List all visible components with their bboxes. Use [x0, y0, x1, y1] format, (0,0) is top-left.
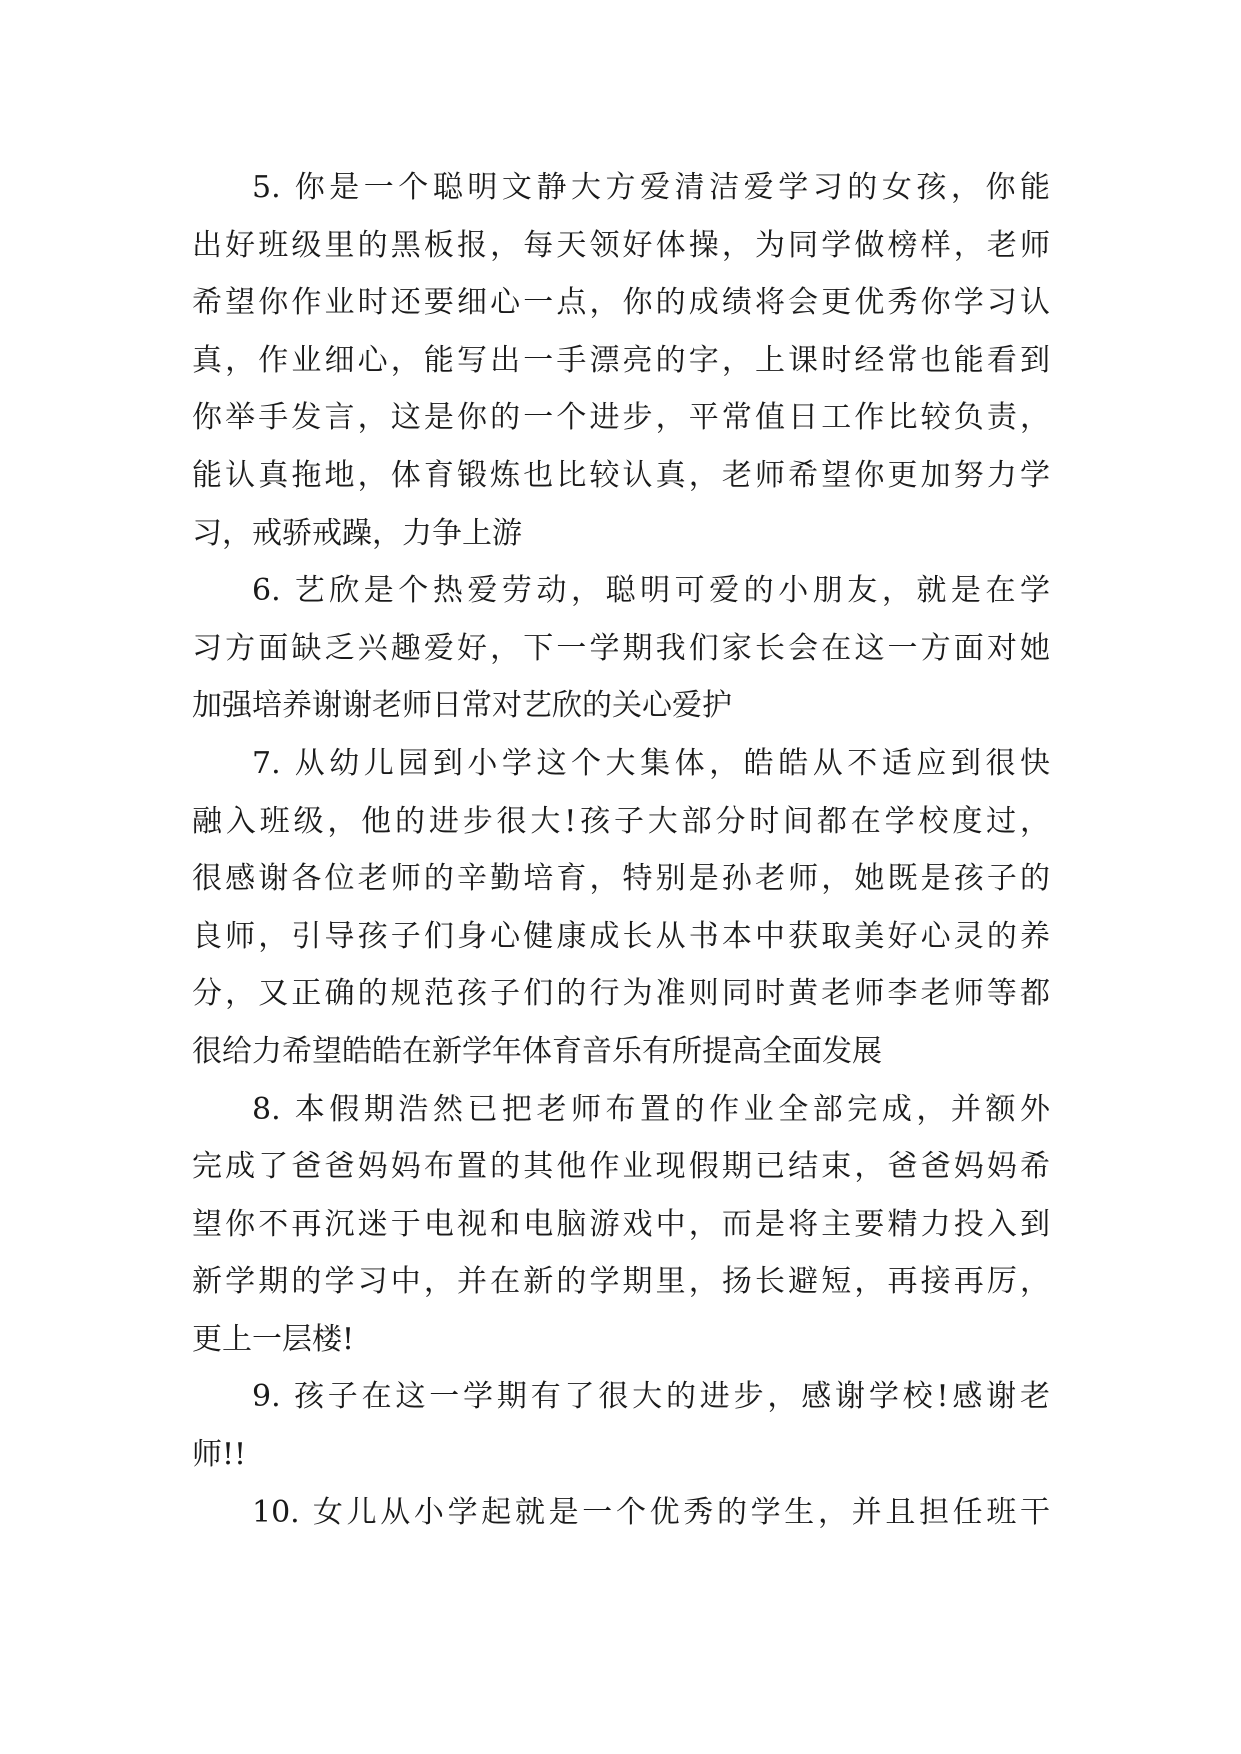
paragraph-line: 希望你作业时还要细心一点，你的成绩将会更优秀你学习认: [192, 285, 1050, 321]
paragraph-6: [192, 562, 1050, 735]
paragraph-line: 你举手发言，这是你的一个进步，平常值日工作比较负责，: [192, 400, 1050, 436]
paragraph-line: 很感谢各位老师的辛勤培育，特别是孙老师，她既是孩子的: [192, 861, 1050, 897]
paragraph-line: 真，作业细心，能写出一手漂亮的字，上课时经常也能看到: [192, 342, 1050, 378]
paragraph-line: 9. 孩子在这一学期有了很大的进步，感谢学校!感谢老: [252, 1379, 1050, 1415]
paragraph-8: [192, 1081, 1050, 1369]
paragraph-line: 良师，引导孩子们身心健康成长从书本中获取美好心灵的养: [192, 918, 1050, 954]
paragraph-line: 6. 艺欣是个热爱劳动，聪明可爱的小朋友，就是在学: [252, 573, 1050, 609]
paragraph-line: 7. 从幼儿园到小学这个大集体，皓皓从不适应到很快: [252, 745, 1050, 781]
paragraph-line: 师!!: [192, 1437, 247, 1473]
paragraph-10: [192, 1484, 1050, 1542]
paragraph-7: [192, 735, 1050, 1081]
paragraph-line: 望你不再沉迷于电视和电脑游戏中，而是将主要精力投入到: [192, 1206, 1050, 1242]
paragraph-line: 融入班级，他的进步很大!孩子大部分时间都在学校度过，: [192, 803, 1050, 839]
paragraph-line: 加强培养谢谢老师日常对艺欣的关心爱护: [192, 688, 732, 724]
paragraph-line: 习方面缺乏兴趣爱好，下一学期我们家长会在这一方面对她: [192, 630, 1050, 666]
paragraph-line: 能认真拖地，体育锻炼也比较认真，老师希望你更加努力学: [192, 457, 1050, 493]
paragraph-9: [192, 1368, 1050, 1483]
paragraph-line: 分，又正确的规范孩子们的行为准则同时黄老师李老师等都: [192, 976, 1050, 1012]
paragraph-line: 10. 女儿从小学起就是一个优秀的学生，并且担任班干: [252, 1494, 1050, 1530]
paragraph-line: 完成了爸爸妈妈布置的其他作业现假期已结束，爸爸妈妈希: [192, 1149, 1050, 1185]
paragraph-line: 更上一层楼!: [192, 1321, 355, 1357]
paragraph-line: 新学期的学习中，并在新的学期里，扬长避短，再接再厉，: [192, 1264, 1050, 1300]
paragraph-line: 8. 本假期浩然已把老师布置的作业全部完成，并额外: [252, 1091, 1050, 1127]
paragraph-line: 5. 你是一个聪明文静大方爱清洁爱学习的女孩，你能: [252, 170, 1050, 205]
paragraph-line: 出好班级里的黑板报，每天领好体操，为同学做榜样，老师: [192, 227, 1050, 263]
paragraph-line: 很给力希望皓皓在新学年体育音乐有所提高全面发展: [192, 1033, 882, 1069]
paragraph-5: [192, 159, 1050, 562]
document-body: [192, 159, 1050, 1541]
paragraph-line: 习，戒骄戒躁，力争上游: [192, 515, 522, 551]
